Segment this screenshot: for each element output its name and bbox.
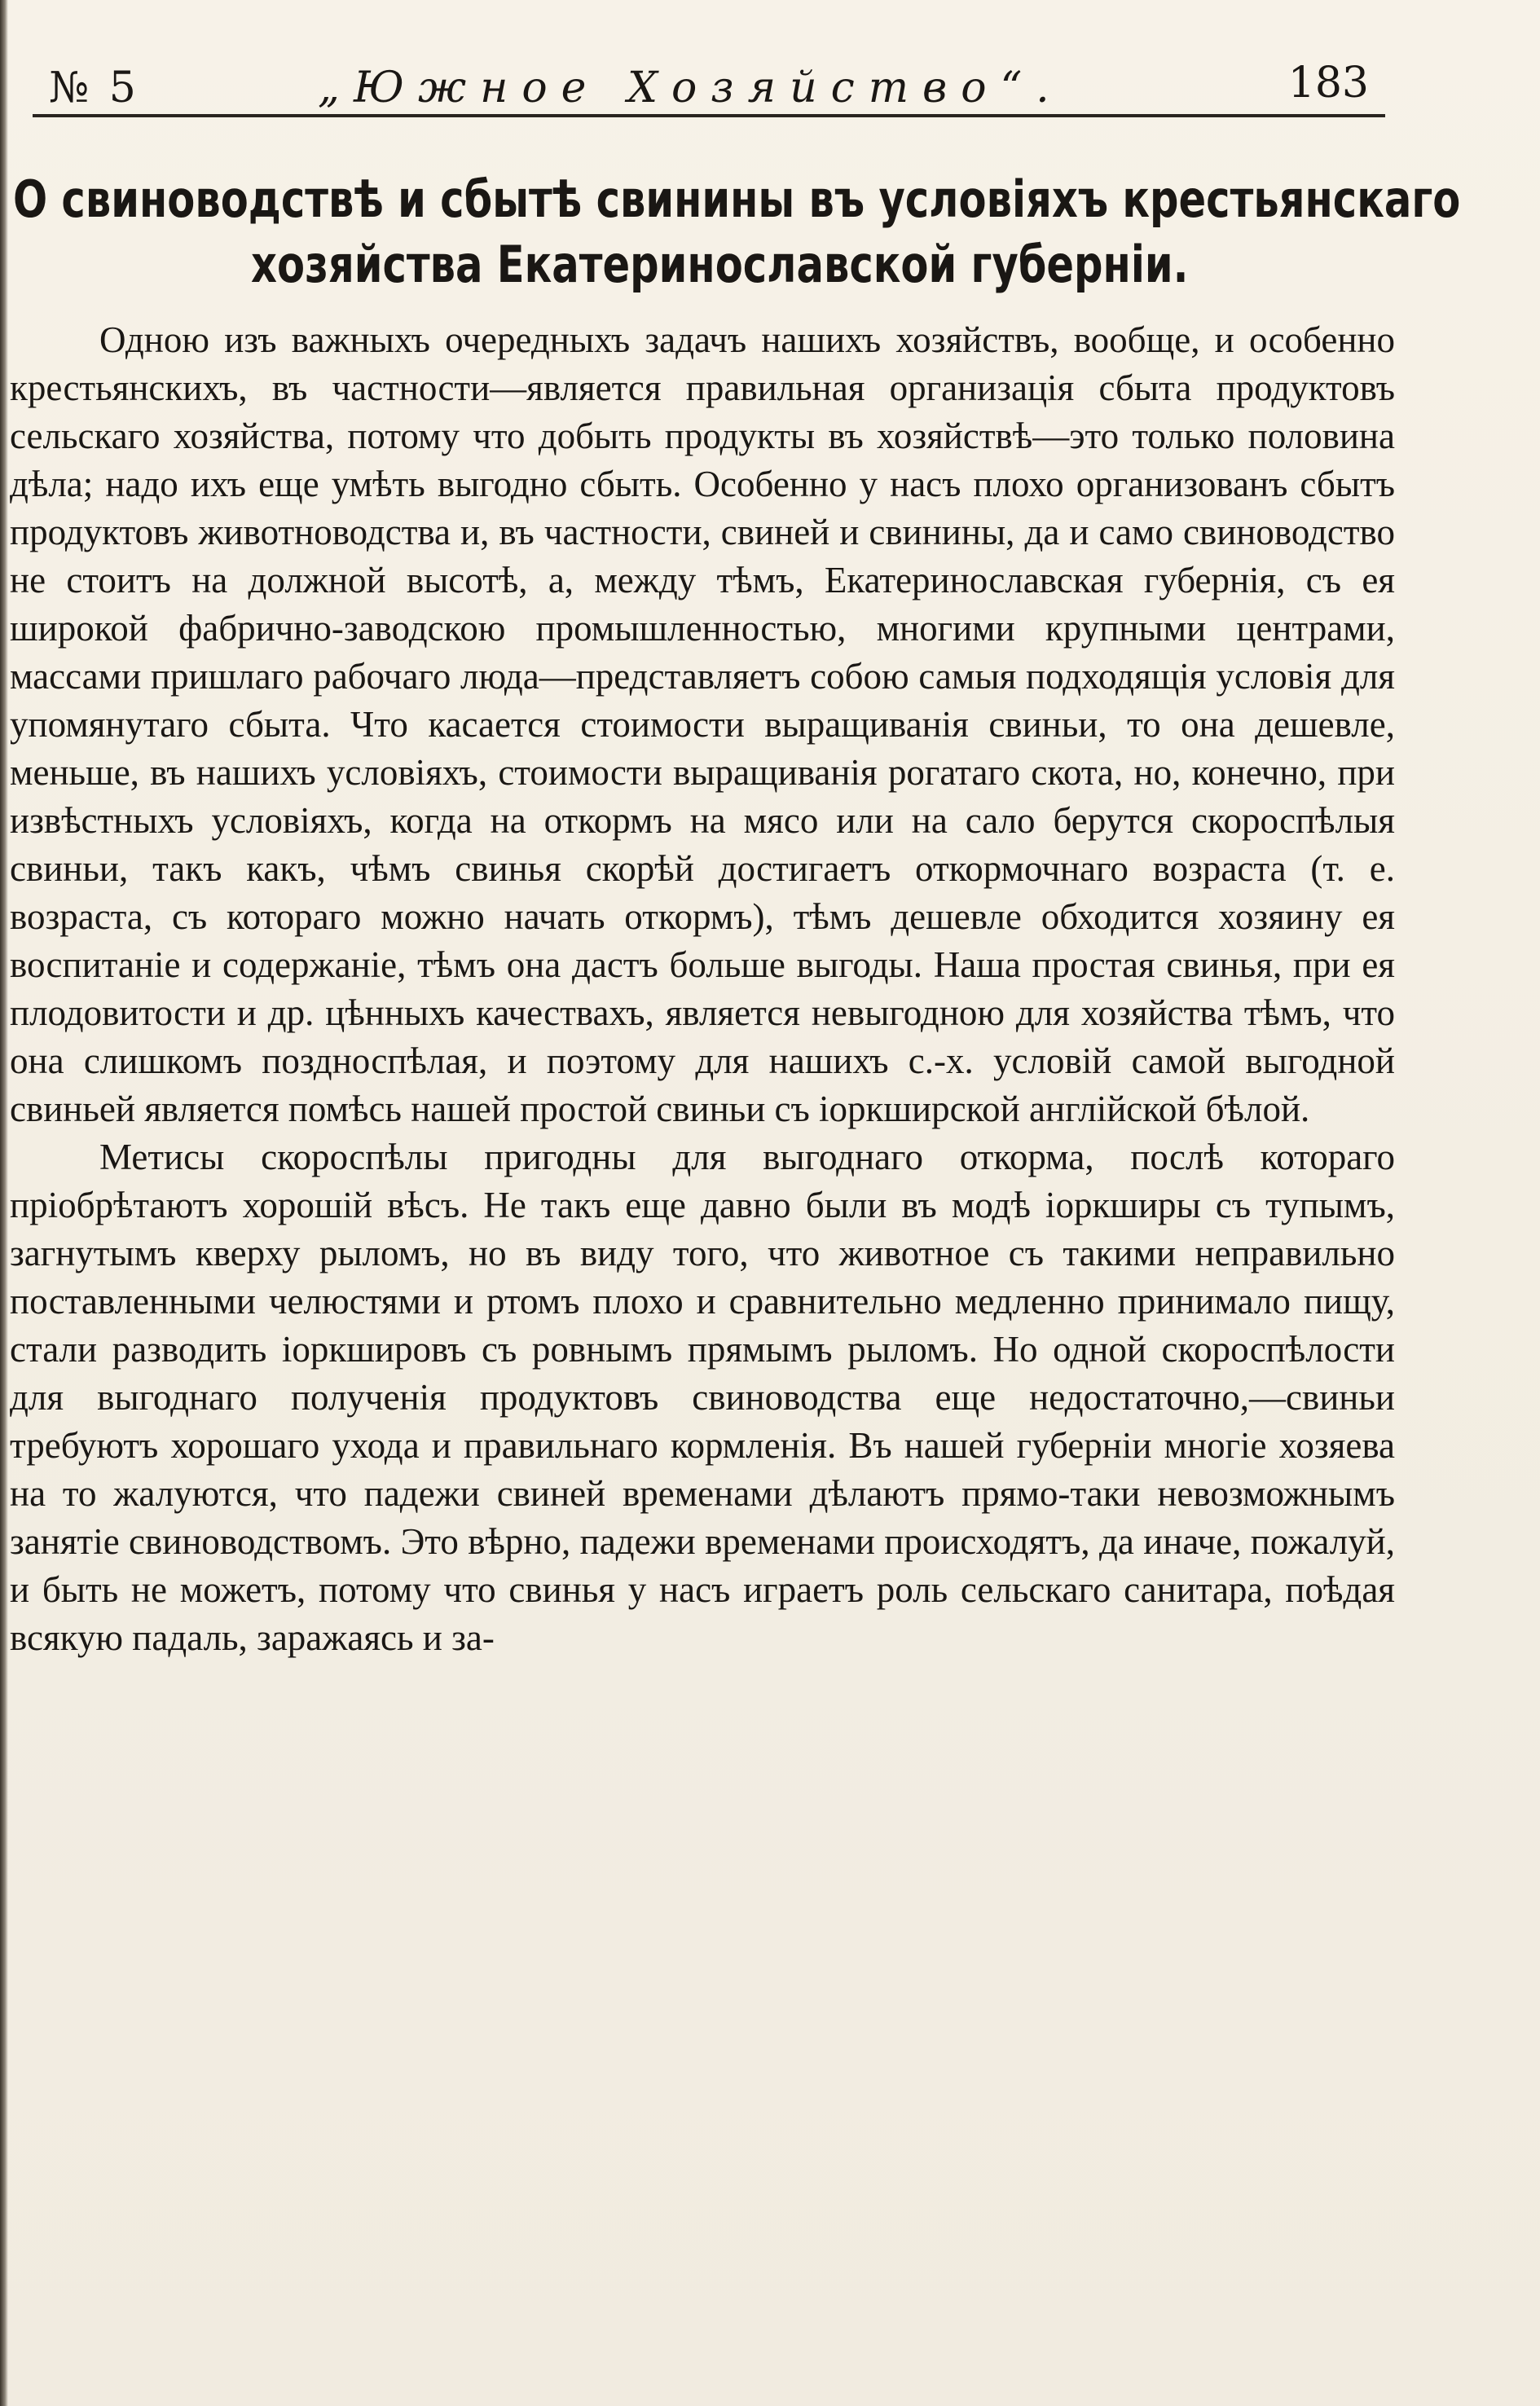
journal-title: „Южное Хозяйство“. (318, 64, 1063, 112)
paragraph-2: Метисы скороспѣлы пригодны для выгоднаго откорма, послѣ котораго пріобрѣтаютъ хорошій вѣсъ. Не такъ еще давно были въ модѣ іоркширы съ тупымъ, загнутымъ кверху рыломъ, но въ виду того, что животное съ такими неправильно поставленными челюстями и ртомъ плохо и сравнительно медленно принимало пищу, стали разводить іоркшировъ съ ровнымъ прямымъ рыломъ. Но одной скороспѣлости для выгоднаго полученія продуктовъ свиноводства еще недостаточно,—свиньи требуютъ хорошаго ухода и правильнаго кормленія. Въ нашей губерніи многіе хозяева на то жалуются, что падежи свиней временами дѣлаютъ прямо-таки невозможнымъ занятіе свиноводствомъ. Это вѣрно, падежи временами происходятъ, да иначе, пожалуй, и быть не можетъ, потому что свинья у насъ играетъ роль сельскаго санитара, поѣдая всякую падаль, заражаясь и за- (10, 1137, 1395, 1658)
article-body (10, 316, 1395, 1662)
issue-number: № 5 (49, 64, 139, 112)
article-title (0, 167, 1461, 297)
page-number: 183 (1287, 59, 1369, 108)
binding-edge (0, 0, 8, 2406)
paragraph-1: Одною изъ важныхъ очередныхъ задачъ нашихъ хозяйствъ, вообще, и особенно крестьянскихъ, въ частности—является правильная организація сбыта продуктовъ сельскаго хозяйства, потому что добыть продукты въ хозяйствѣ—это только половина дѣла; надо ихъ еще умѣть выгодно сбыть. Особенно у насъ плохо организованъ сбытъ продуктовъ животноводства и, въ частности, свиней и свинины, да и само свиноводство не стоитъ на должной высотѣ, а, между тѣмъ, Екатеринославская губернія, съ ея широкой фабрично-заводскою промышленностью, многими крупными центрами, массами пришлаго рабочаго люда—представляетъ собою самыя подходящія условія для упомянутаго сбыта. Что касается стоимости выращиванія свиньи, то она дешевле, меньше, въ нашихъ условіяхъ, стоимости выращиванія рогатаго скота, но, конечно, при извѣстныхъ условіяхъ, когда на откормъ на мясо или на сало берутся скороспѣлыя свиньи, такъ какъ, чѣмъ свинья скорѣй достигаетъ откормочнаго возраста (т. е. возраста, съ котораго можно начать откормъ), тѣмъ дешевле обходится хозяину ея воспитаніе и содержаніе, тѣмъ она дастъ больше выгоды. Наша простая свинья, при ея плодовитости и др. цѣнныхъ качествахъ, является невыгодною для хозяйства тѣмъ, что она слишкомъ поздноспѣлая, и поэтому для нашихъ с.-х. условій самой выгодной свиньей является помѣсь нашей простой свиньи съ іоркширской англійской бѣлой. (10, 319, 1395, 1129)
article-title-line-2: хозяйства Екатеринославской губерніи. (251, 235, 1189, 294)
header-rule (33, 114, 1385, 117)
article-title-line-1: О свиноводствѣ и сбытѣ свинины въ условіяхъ крестьянскаго (13, 169, 1461, 229)
running-header (33, 59, 1369, 116)
